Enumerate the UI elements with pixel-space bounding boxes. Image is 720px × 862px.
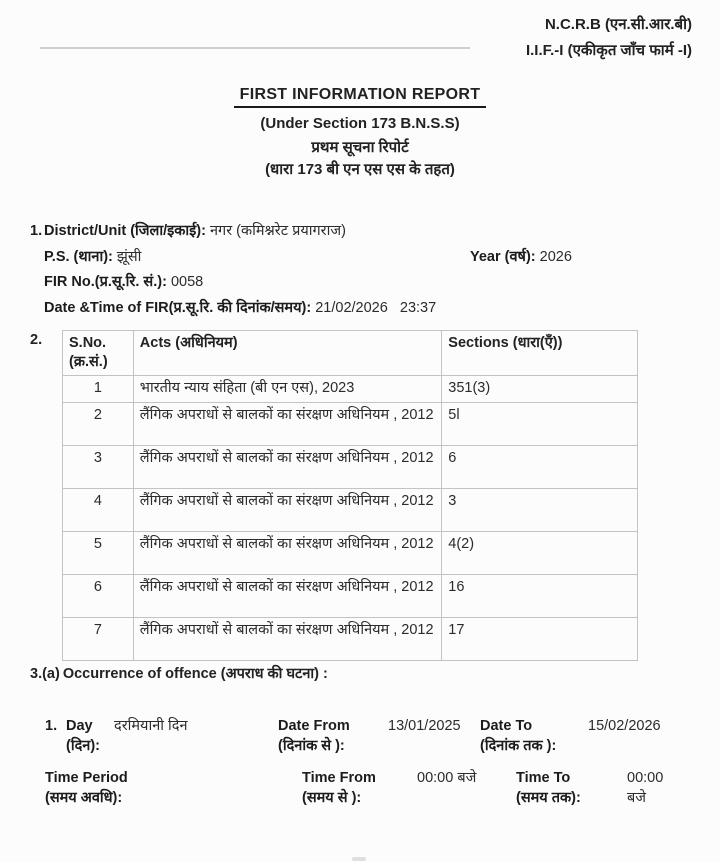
title-block [0,86,720,179]
row-serial-number: 2 [63,403,134,446]
ncrb-line: N.C.R.B (एन.सी.आर.बी) [544,16,692,33]
row-serial-number: 3 [63,446,134,489]
row-act-name: लैंगिक अपराधों से बालकों का संरक्षण अधिनियम , 2012 [133,532,442,575]
row-act-name: लैंगिक अपराधों से बालकों का संरक्षण अधिनियम , 2012 [133,618,442,661]
time-from-sublabel: (समय से ): [302,790,362,806]
acts-column-header: Acts (अधिनियम) [133,331,442,376]
date-from-value: 13/01/2025 [388,718,461,734]
row-serial-number: 1 [63,376,134,403]
day-label: Day [66,718,93,734]
year-value: 2026 [539,248,572,265]
row-section-value: 6 [442,446,638,489]
page-title: FIRST INFORMATION REPORT [234,86,487,108]
row-serial-number: 4 [63,489,134,532]
day-value: दरमियानी दिन [114,718,188,734]
title-subtitle-en: (Under Section 173 B.N.S.S) [260,115,460,132]
title-subtitle-hi1: प्रथम सूचना रिपोर्ट [311,139,409,156]
sno-header-line2: (क्र.सं.) [69,354,108,370]
date-from-label: Date From [278,718,350,734]
section-1-number: 1. [30,223,43,239]
row-section-value: 17 [442,618,638,661]
row-serial-number: 7 [63,618,134,661]
day-sublabel: (दिन): [66,738,100,754]
table-row [63,575,638,618]
sno-header-line1: S.No. [69,335,107,351]
fir-datetime-row [30,296,698,322]
fir-no-row [30,270,698,296]
sections-column-header: Sections (धारा(एँ)) [442,331,638,376]
time-to-value: 00:00 बजे [627,770,664,806]
header-rule [40,47,470,49]
sno-column-header [63,331,134,376]
section-3a-title: Occurrence of offence (अपराध की घटना) : [62,666,328,682]
table-row [63,618,638,661]
title-subtitle-hi2: (धारा 173 बी एन एस एस के तहत) [265,161,455,178]
table-row [63,446,638,489]
table-row [63,532,638,575]
row-section-value: 5l [442,403,638,446]
row-act-name: भारतीय न्याय संहिता (बी एन एस), 2023 [133,376,442,403]
time-period-label: Time Period [45,770,128,786]
time-to-sublabel: (समय तक): [516,790,581,806]
date-to-sublabel: (दिनांक तक ): [480,738,557,754]
acts-sections-table [62,330,638,661]
fir-datetime-label: Date &Time of FIR(प्र.सू.रि. की दिनांक/समय): [44,299,312,316]
page-number-artifact [352,857,366,861]
time-period-sublabel: (समय अवधि): [45,790,123,806]
row-section-value: 351(3) [442,376,638,403]
row-act-name: लैंगिक अपराधों से बालकों का संरक्षण अधिनियम , 2012 [133,403,442,446]
section-3a-heading [30,663,328,683]
year-field [470,245,572,271]
district-label: District/Unit (जिला/इकाई): [44,223,206,239]
time-from-label: Time From [302,770,376,786]
fir-datetime-value: 21/02/2026 23:37 [315,299,437,316]
year-label: Year (वर्ष): [470,248,536,265]
row-serial-number: 6 [63,575,134,618]
section-2-number: 2. [30,332,43,348]
district-value: नगर (कमिश्नरेट प्रयागराज) [209,223,346,239]
row-act-name: लैंगिक अपराधों से बालकों का संरक्षण अधिनियम , 2012 [133,446,442,489]
ps-year-row [30,245,698,271]
agency-header [526,12,692,64]
table-row [63,489,638,532]
section-3a-number: 3.(a) [30,666,60,682]
row-section-value: 3 [442,489,638,532]
row-section-value: 4(2) [442,532,638,575]
table-row [63,376,638,403]
time-from-value: 00:00 बजे [417,770,477,786]
iif-line: I.I.F.-I (एकीकृत जाँच फार्म -I) [525,42,692,59]
date-from-sublabel: (दिनांक से ): [278,738,345,754]
date-to-label: Date To [480,718,533,734]
acts-table-header [63,331,638,376]
row-act-name: लैंगिक अपराधों से बालकों का संरक्षण अधिनियम , 2012 [133,575,442,618]
date-to-value: 15/02/2026 [588,718,661,734]
table-row [63,403,638,446]
ps-label: P.S. (थाना): [44,248,113,265]
row-section-value: 16 [442,575,638,618]
fir-no-label: FIR No.(प्र.सू.रि. सं.): [44,274,167,290]
row-act-name: लैंगिक अपराधों से बालकों का संरक्षण अधिनियम , 2012 [133,489,442,532]
district-row [30,219,698,245]
section-1-district-block [30,219,698,321]
fir-no-value: 0058 [170,274,204,290]
row-serial-number: 5 [63,532,134,575]
ps-value: झूंसी [116,248,142,265]
time-to-label: Time To [516,770,571,786]
day-item-number: 1. [45,718,58,734]
